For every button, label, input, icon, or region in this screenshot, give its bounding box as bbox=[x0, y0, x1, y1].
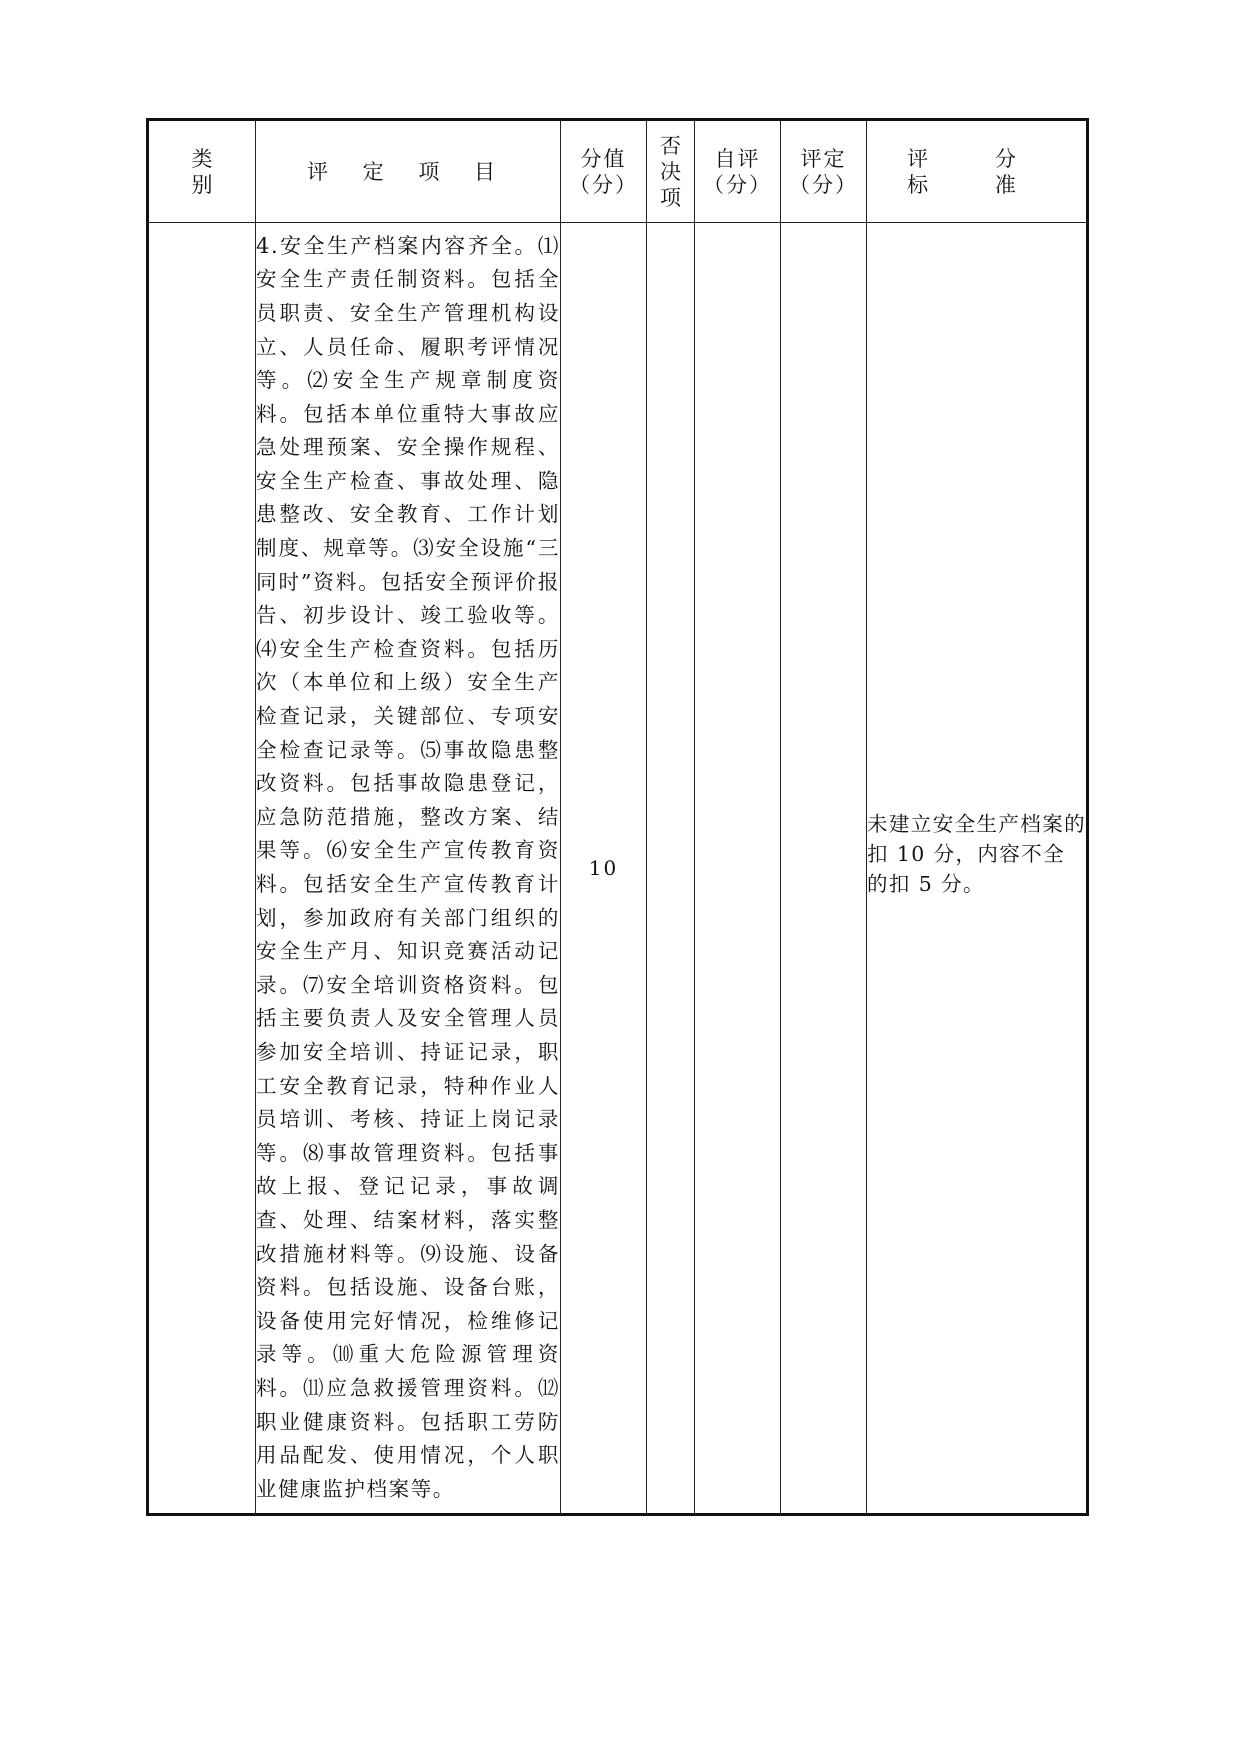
header-self-eval-text: 自评（分） bbox=[703, 146, 772, 197]
cell-score: 10 bbox=[561, 223, 647, 1515]
header-criteria: 评 分 标 准 bbox=[867, 120, 1088, 223]
table-header-row bbox=[148, 120, 1088, 223]
header-category bbox=[148, 120, 256, 223]
header-self-eval bbox=[695, 120, 781, 223]
header-veto-text: 否决项 bbox=[660, 133, 681, 210]
scoring-table bbox=[146, 118, 1089, 1516]
cell-item bbox=[256, 223, 561, 1515]
item-title: 4.安全生产档案内容齐全。 bbox=[256, 233, 538, 258]
header-assessed bbox=[781, 120, 867, 223]
header-item: 评 定 项 目 bbox=[256, 120, 561, 223]
header-assessed-text: 评定（分） bbox=[789, 146, 858, 197]
cell-assessed bbox=[781, 223, 867, 1515]
criteria-text: 未建立安全生产档案的扣 10 分，内容不全的扣 5 分。 bbox=[867, 812, 1086, 896]
cell-criteria bbox=[867, 223, 1088, 1515]
cell-category bbox=[148, 223, 256, 1515]
cell-veto bbox=[647, 223, 695, 1515]
header-score bbox=[561, 120, 647, 223]
header-category-text: 类别 bbox=[191, 146, 213, 197]
cell-self-eval bbox=[695, 223, 781, 1515]
header-score-text: 分值（分） bbox=[569, 146, 638, 197]
item-body: ⑴安全生产责任制资料。包括全员职责、安全生产管理机构设立、人员任命、履职考评情况等。⑵安全生产规章制度资料。包括本单位重特大事故应急处理预案、安全操作规程、安全生产检查、事故处理、隐患整改、安全教育、工作计划制度、规章等。⑶安全设施“三同时”资料。包括安全预评价报告、初步设计、竣工验收等。⑷安全生产检查资料。包括历次（本单位和上级）安全生产检查记录，关键部位、专项安全检查记录等。⑸事故隐患整改资料。包括事故隐患登记，应急防范措施，整改方案、结果等。⑹安全生产宣传教育资料。包括安全生产宣传教育计划，参加政府有关部门组织的安全生产月、知识竞赛活动记录。⑺安全培训资格资料。包括主要负责人及安全管理人员参加安全培训、持证记录，职工安全教育记录，特种作业人员培训、考核、持证上岗记录等。⑻事故管理资料。包括事故上报、登记记录，事故调查、处理、结案材料，落实整改措施材料等。⑼设施、设备资料。包括设施、设备台账，设备使用完好情况，检维修记录等。⑽重大危险源管理资料。⑾应急救援管理资料。⑿职业健康资料。包括职工劳防用品配发、使用情况，个人职业健康监护档案等。 bbox=[256, 233, 560, 1501]
header-veto bbox=[647, 120, 695, 223]
table-row bbox=[148, 223, 1088, 1515]
